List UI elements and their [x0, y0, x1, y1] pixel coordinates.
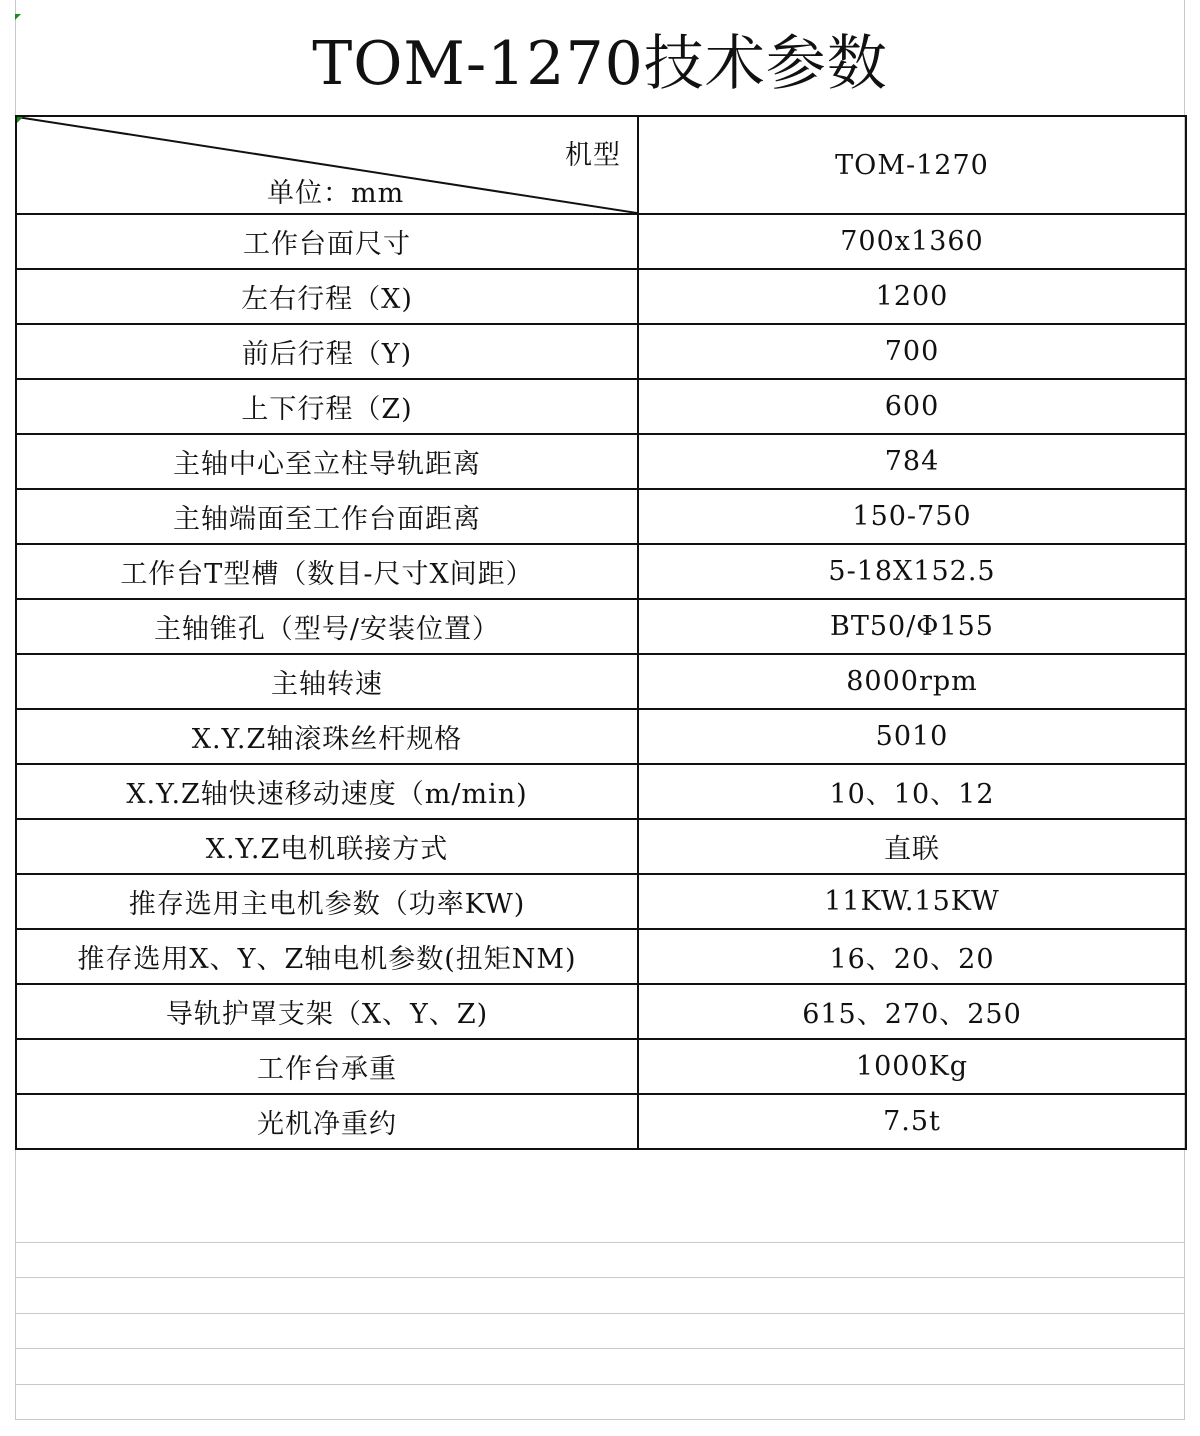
- table-row: [16, 819, 1186, 874]
- param-cell[interactable]: 主轴锥孔（型号/安装位置）: [16, 599, 638, 654]
- param-cell[interactable]: 工作台面尺寸: [16, 214, 638, 269]
- value-cell[interactable]: 7.5t: [638, 1094, 1186, 1149]
- value-cell[interactable]: 600: [638, 379, 1186, 434]
- param-cell[interactable]: 主轴端面至工作台面距离: [16, 489, 638, 544]
- table-row: [16, 269, 1186, 324]
- table-row: [16, 544, 1186, 599]
- value-cell[interactable]: 5-18X152.5: [638, 544, 1186, 599]
- table-header-row: [16, 116, 1186, 214]
- param-cell[interactable]: 导轨护罩支架（X、Y、Z): [16, 984, 638, 1039]
- table-row: [16, 434, 1186, 489]
- table-row: [16, 764, 1186, 819]
- value-cell[interactable]: 8000rpm: [638, 654, 1186, 709]
- unit-label: 单位：mm: [267, 178, 405, 209]
- grid-line: [15, 1277, 1185, 1278]
- diagonal-header-cell[interactable]: [16, 116, 638, 214]
- param-cell[interactable]: 推存选用X、Y、Z轴电机参数(扭矩NM): [16, 929, 638, 984]
- grid-line: [15, 1313, 1185, 1314]
- param-cell[interactable]: 光机净重约: [16, 1094, 638, 1149]
- value-cell[interactable]: 11KW.15KW: [638, 874, 1186, 929]
- param-cell[interactable]: X.Y.Z电机联接方式: [16, 819, 638, 874]
- param-cell[interactable]: 工作台承重: [16, 1039, 638, 1094]
- table-row: [16, 214, 1186, 269]
- param-cell[interactable]: X.Y.Z轴滚珠丝杆规格: [16, 709, 638, 764]
- table-row: [16, 324, 1186, 379]
- table-row: [16, 1039, 1186, 1094]
- model-label: 机型: [565, 140, 621, 171]
- grid-line: [15, 1242, 1185, 1243]
- table-row: [16, 984, 1186, 1039]
- cell-comment-marker: [17, 117, 23, 123]
- value-cell[interactable]: 10、10、12: [638, 764, 1186, 819]
- param-cell[interactable]: 前后行程（Y): [16, 324, 638, 379]
- param-cell[interactable]: 左右行程（X): [16, 269, 638, 324]
- spec-table: [15, 115, 1187, 1150]
- value-cell[interactable]: 16、20、20: [638, 929, 1186, 984]
- table-row: [16, 929, 1186, 984]
- param-cell[interactable]: 推存选用主电机参数（功率KW): [16, 874, 638, 929]
- value-cell[interactable]: 784: [638, 434, 1186, 489]
- value-cell[interactable]: BT50/Φ155: [638, 599, 1186, 654]
- param-cell[interactable]: 主轴转速: [16, 654, 638, 709]
- value-cell[interactable]: 700: [638, 324, 1186, 379]
- page-title: TOM-1270技术参数: [312, 29, 888, 99]
- table-row: [16, 1094, 1186, 1149]
- value-cell[interactable]: 150-750: [638, 489, 1186, 544]
- table-row: [16, 379, 1186, 434]
- param-cell[interactable]: 主轴中心至立柱导轨距离: [16, 434, 638, 489]
- param-cell[interactable]: 上下行程（Z): [16, 379, 638, 434]
- table-row: [16, 599, 1186, 654]
- model-value: TOM-1270: [835, 149, 989, 181]
- model-value-cell[interactable]: [638, 116, 1186, 214]
- value-cell[interactable]: 1200: [638, 269, 1186, 324]
- param-cell[interactable]: 工作台T型槽（数目-尺寸X间距）: [16, 544, 638, 599]
- grid-line: [15, 1348, 1185, 1349]
- table-row: [16, 709, 1186, 764]
- value-cell[interactable]: 700x1360: [638, 214, 1186, 269]
- value-cell[interactable]: 1000Kg: [638, 1039, 1186, 1094]
- table-row: [16, 654, 1186, 709]
- grid-line: [15, 1384, 1185, 1385]
- value-cell[interactable]: 615、270、250: [638, 984, 1186, 1039]
- value-cell[interactable]: 直联: [638, 819, 1186, 874]
- param-cell[interactable]: X.Y.Z轴快速移动速度（m/min): [16, 764, 638, 819]
- table-row: [16, 489, 1186, 544]
- title-cell[interactable]: [15, 14, 1185, 114]
- grid-line: [15, 1419, 1185, 1420]
- table-row: [16, 874, 1186, 929]
- value-cell[interactable]: 5010: [638, 709, 1186, 764]
